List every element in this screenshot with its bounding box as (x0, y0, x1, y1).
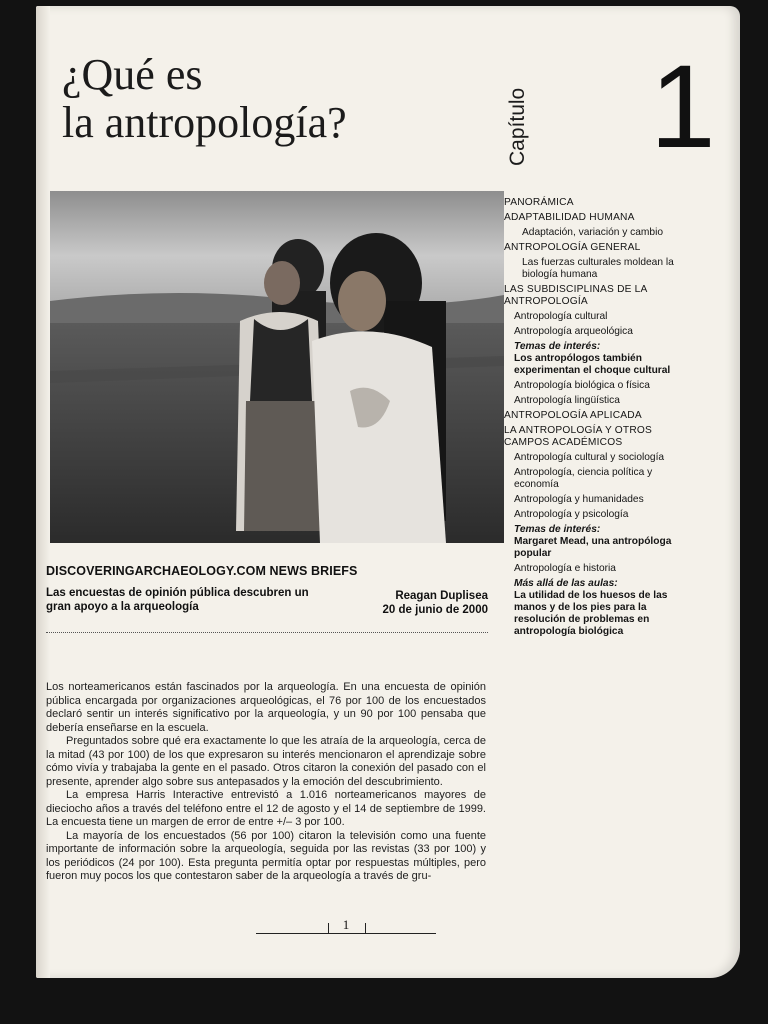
toc-subitem: Antropología cultural (514, 311, 608, 322)
page-number-rule-left (256, 933, 328, 934)
toc-item: ADAPTABILIDAD HUMANA (504, 212, 635, 223)
photo-two-women-landscape-icon (50, 191, 504, 543)
page-number-value: 1 (342, 917, 350, 932)
page-number-rule-right (364, 933, 436, 934)
toc-subitem: Antropología y humanidades (514, 494, 644, 505)
page-number (256, 919, 436, 943)
news-byline (336, 589, 488, 617)
chapter-outline (504, 197, 676, 641)
toc-subitem: Antropología y psicología (514, 509, 629, 520)
toc-subitem: Antropología e historia (514, 563, 616, 574)
chapter-title-line-2: la antropología? (62, 98, 347, 147)
toc-box-title: Margaret Mead, una antropóloga popular (514, 536, 672, 559)
toc-item: LA ANTROPOLOGÍA Y OTROS CAMPOS ACADÉMICOS (504, 425, 653, 448)
toc-subitem: Las fuerzas culturales moldean la biología humana (522, 257, 674, 280)
divider (46, 632, 488, 633)
toc-box-label: Temas de interés: (514, 341, 601, 352)
article-paragraph: Los norteamericanos están fascinados por la arqueología. En una encuesta de opinión pública encargada por organizaciones arqueológicas, el 76 por 100 de los encuestados declaró sentir un interés significativo por la arqueología, y un 90 por 100 pensaba que debería enseñarse en la escuela. (46, 681, 486, 734)
chapter-title-line-1: ¿Qué es (62, 50, 203, 99)
toc-box-title: La utilidad de los huesos de las manos y de los pies para la resolución de problemas en antropología biológica (514, 590, 668, 637)
toc-subitem: Antropología arqueológica (514, 326, 633, 337)
toc-item: ANTROPOLOGÍA APLICADA (504, 410, 642, 421)
news-headline: Las encuestas de opinión pública descubren un gran apoyo a la arqueología (46, 587, 309, 613)
chapter-photo (50, 191, 504, 543)
toc-box-label: Más allá de las aulas: (514, 578, 618, 589)
chapter-label: Capítulo (506, 87, 529, 166)
article-paragraph: Preguntados sobre qué era exactamente lo que les atraía de la arqueología, cerca de la mitad (43 por 100) de los que expresaron su interés mencionaron el aprendizaje sobre cómo vivía y trabajaba la gente en el pasado. Otros citaron la conexión del pasado con el presente, aprender algo sobre sus antepasados y la emoción del descubrimiento. (46, 735, 486, 788)
news-author: Reagan Duplisea (395, 590, 488, 602)
news-source: DISCOVERINGARCHAEOLOGY.COM NEWS BRIEFS (46, 564, 358, 578)
toc-item: LAS SUBDISCIPLINAS DE LA ANTROPOLOGÍA (504, 284, 647, 307)
article-paragraph: La mayoría de los encuestados (56 por 100) citaron la televisión como una fuente importante de información sobre la arqueología, seguida por las revistas (33 por 100) y los periódicos (24 por 100). Esta pregunta permitía optar por respuestas múltiples, pero fueron muy pocos los que contestaron saber de la arqueología a través de gru- (46, 829, 486, 882)
toc-subitem: Antropología lingüística (514, 395, 620, 406)
toc-box-label: Temas de interés: (514, 524, 601, 535)
toc-subitem: Antropología cultural y sociología (514, 452, 665, 463)
news-date: 20 de junio de 2000 (382, 604, 488, 616)
toc-subitem: Antropología, ciencia política y economía (514, 467, 653, 490)
book-page (36, 6, 740, 978)
toc-subitem: Adaptación, variación y cambio (522, 227, 664, 238)
article-paragraph: La empresa Harris Interactive entrevistó a 1.016 norteamericanos mayores de dieciocho años a través del teléfono entre el 12 de agosto y el 14 de septiembre de 1999. La encuesta tiene un margen de error de entre +/– 3 por 100. (46, 789, 486, 828)
article-body (46, 681, 486, 913)
toc-box-title: Los antropólogos también experimentan el choque cultural (514, 353, 671, 376)
toc-subitem: Antropología biológica o física (514, 380, 650, 391)
toc-item: PANORÁMICA (504, 197, 574, 208)
chapter-number: 1 (650, 41, 716, 173)
chapter-title (62, 51, 482, 147)
toc-item: ANTROPOLOGÍA GENERAL (504, 242, 641, 253)
